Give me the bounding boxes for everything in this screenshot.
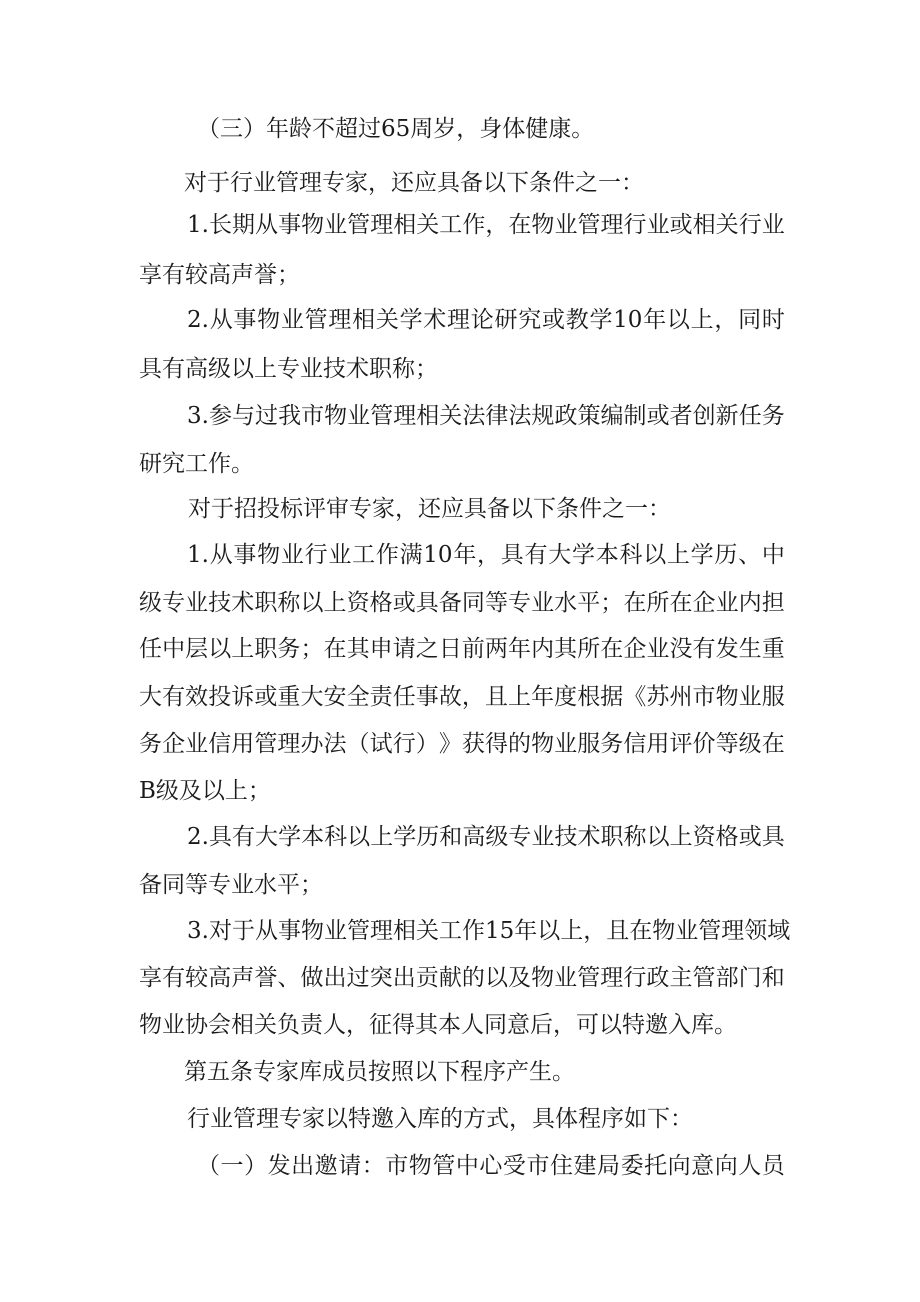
paragraph-line: 行业管理专家以特邀入库的方式，具体程序如下： [187, 1106, 693, 1132]
paragraph-line: 对于招投标评审专家，还应具备以下条件之一： [188, 496, 671, 522]
section-heading: 第五条专家库成员按照以下程序产生。 [184, 1059, 575, 1085]
paragraph-line: （三）年龄不超过65周岁，身体健康。 [197, 116, 595, 142]
paragraph-line: 物业协会相关负责人，征得其本人同意后，可以特邀入库。 [139, 1012, 737, 1038]
paragraph-line: 对于行业管理专家，还应具备以下条件之一： [184, 170, 644, 196]
paragraph-line: 具有高级以上专业技术职称； [139, 356, 438, 382]
paragraph-line: 研究工作。 [139, 451, 254, 477]
paragraph-line: 1. 从 事 物 业 行 业 工 作 满 10 年 ， 具 有 大 学 本 科 以 上 学 历 、 中 [187, 542, 785, 568]
paragraph-line: 务 企 业 信 用 管 理 办 法 （ 试 行 ） 》 获 得 的 物 业 服 务 信 用 评 价 等 级 在 [139, 731, 785, 757]
paragraph-line: （ 一 ） 发 出 邀 请 ： 市 物 管 中 心 受 市 住 建 局 委 托 向 意 向 人 员 [197, 1153, 785, 1179]
paragraph-line: 2. 从 事 物 业 管 理 相 关 学 术 理 论 研 究 或 教 学 10 年 以 上 ， 同 时 [187, 307, 785, 333]
paragraph-line: 享 有 较 高 声 誉 、 做 出 过 突 出 贡 献 的 以 及 物 业 管 理 行 政 主 管 部 门 和 [139, 965, 785, 991]
paragraph-line: 任 中 层 以 上 职 务 ； 在 其 申 请 之 日 前 两 年 内 其 所 在 企 业 没 有 发 生 重 [139, 636, 785, 662]
paragraph-line: 3. 参 与 过 我 市 物 业 管 理 相 关 法 律 法 规 政 策 编 制 或 者 创 新 任 务 [187, 403, 785, 429]
paragraph-line: 大 有 效 投 诉 或 重 大 安 全 责 任 事 故 ， 且 上 年 度 根 据 《 苏 州 市 物 业 服 [139, 684, 785, 710]
paragraph-line: 级 专 业 技 术 职 称 以 上 资 格 或 具 备 同 等 专 业 水 平 ； 在 所 在 企 业 内 担 [139, 590, 785, 616]
paragraph-line: 3. 对 于 从 事 物 业 管 理 相 关 工 作 15 年 以 上 ， 且 在 物 业 管 理 领 域 [187, 918, 791, 944]
paragraph-line: 备同等专业水平； [139, 872, 323, 898]
paragraph-line: 1. 长 期 从 事 物 业 管 理 相 关 工 作 ， 在 物 业 管 理 行 业 或 相 关 行 业 [187, 212, 785, 238]
paragraph-line: B级及以上； [139, 778, 271, 804]
paragraph-line: 享有较高声誉； [139, 262, 300, 288]
paragraph-line: 2. 具 有 大 学 本 科 以 上 学 历 和 高 级 专 业 技 术 职 称 以 上 资 格 或 具 [187, 824, 785, 850]
